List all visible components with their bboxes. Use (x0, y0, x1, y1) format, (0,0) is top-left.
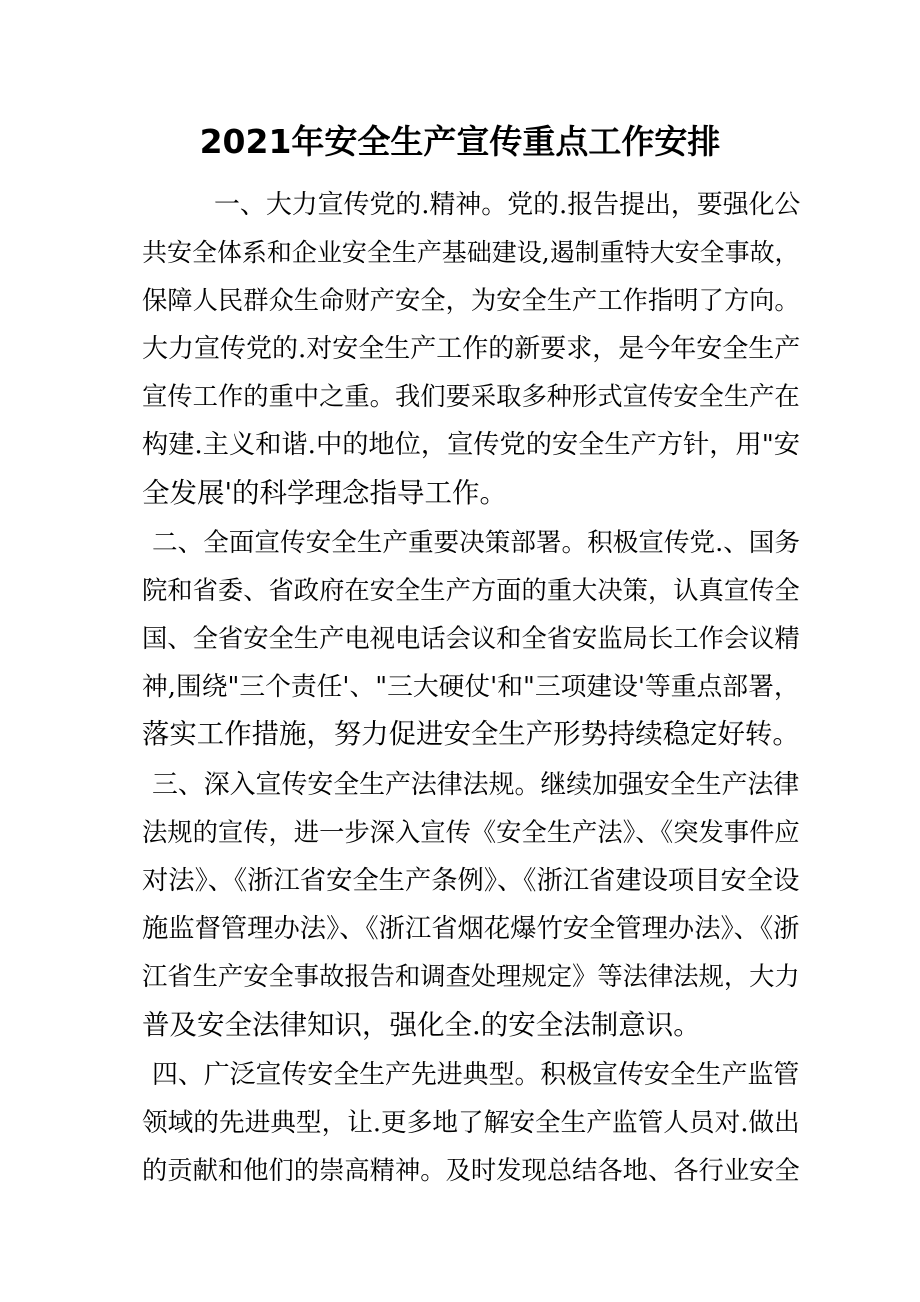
paragraph-line: 保障人民群众生命财产安全，为安全生产工作指明了方向。 (142, 286, 800, 315)
document-title: 2021年安全生产宣传重点工作安排 (199, 122, 721, 161)
paragraph-line: 三、深入宣传安全生产法律法规。继续加强安全生产法律 (152, 770, 800, 800)
paragraph-line: 院和省委、省政府在安全生产方面的重大决策，认真宣传全 (142, 576, 800, 605)
paragraph-line: 对法》、《浙江省安全生产条例》、《浙江省建设项目安全设 (142, 866, 800, 896)
paragraph-line: 宣传工作的重中之重。我们要采取多种形式宣传安全生产在 (142, 382, 800, 411)
paragraph-line: 一、大力宣传党的.精神。党的.报告提出，要强化公 (214, 190, 801, 220)
paragraph-line: 四、广泛宣传安全生产先进典型。积极宣传安全生产监管 (152, 1060, 800, 1090)
paragraph-line: 江省生产安全事故报告和调查处理规定》等法律法规，大力 (142, 962, 800, 991)
paragraph-line: 普及安全法律知识，强化全.的安全法制意识。 (142, 1009, 701, 1041)
paragraph-line: 构建.主义和谐.中的地位，宣传党的安全生产方针，用"安 (142, 430, 800, 460)
paragraph-line: 领域的先进典型，让.更多地了解安全生产监管人员对.做出 (142, 1108, 800, 1138)
paragraph-line: 共安全体系和企业安全生产基础建设,遏制重特大安全事故， (142, 238, 800, 267)
paragraph-line: 施监督管理办法》、《浙江省烟花爆竹安全管理办法》、《浙 (142, 914, 800, 944)
paragraph-line: 大力宣传党的.对安全生产工作的新要求，是今年安全生产 (142, 334, 801, 364)
paragraph-line: 法规的宣传，进一步深入宣传《安全生产法》、《突发事件应 (142, 818, 800, 847)
paragraph-line: 落实工作措施，努力促进安全生产形势持续稳定好转。 (142, 719, 800, 750)
paragraph-line: 二、全面宣传安全生产重要决策部署。积极宣传党.、国务 (152, 528, 800, 558)
paragraph-line: 神,围绕"三个责任'、"三大硬仗'和"三项建设'等重点部署， (142, 672, 800, 702)
paragraph-line: 的贡献和他们的崇高精神。及时发现总结各地、各行业安全 (142, 1156, 800, 1185)
paragraph-line: 全发展'的科学理念指导工作。 (142, 477, 508, 509)
paragraph-line: 国、全省安全生产电视电话会议和全省安监局长工作会议精 (142, 624, 800, 653)
